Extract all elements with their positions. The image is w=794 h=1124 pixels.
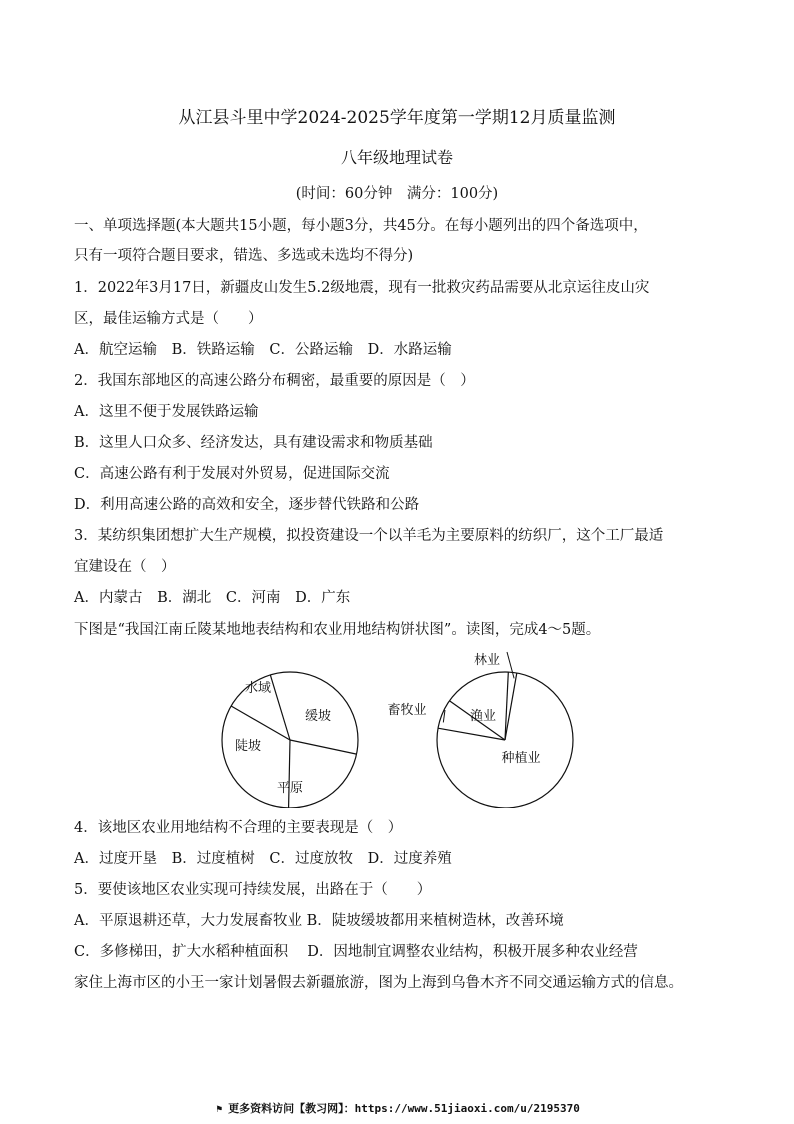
pie-charts-figure bbox=[220, 648, 580, 808]
q5-stem: 5．要使该地区农业实现可持续发展，出路在于（ ） bbox=[74, 882, 432, 898]
q3-stem-line1: 3．某纺织集团想扩大生产规模，拟投资建设一个以羊毛为主要原料的纺织厂，这个工厂最适 bbox=[74, 528, 664, 544]
q4-option-d[interactable]: D．过度养殖 bbox=[367, 851, 452, 867]
pie1-slice-label: 平原 bbox=[276, 781, 304, 796]
figure-intro: 下图是“我国江南丘陵某地地表结构和农业用地结构饼状图”。读图，完成4～5题。 bbox=[74, 622, 601, 638]
q3-option-a[interactable]: A．内蒙古 bbox=[74, 590, 143, 606]
flag-icon: ⚑ bbox=[216, 1104, 223, 1115]
q1-option-c[interactable]: C．公路运输 bbox=[269, 342, 353, 358]
q6-intro: 家住上海市区的小王一家计划暑假去新疆旅游，图为上海到乌鲁木齐不同交通运输方式的信息。 bbox=[74, 975, 683, 991]
exam-subtitle: 八年级地理试卷 bbox=[340, 148, 453, 167]
q3-stem-line2: 宜建设在（ ） bbox=[74, 559, 176, 575]
pie2-slice-label: 种植业 bbox=[501, 751, 541, 766]
pie1-slice-divider bbox=[290, 740, 357, 754]
q4-option-a[interactable]: A．过度开垦 bbox=[74, 851, 157, 867]
section-instructions-line1: 一、单项选择题(本大题共15小题，每小题3分，共45分。在每小题列出的四个备选项中， bbox=[74, 218, 648, 234]
q3-options bbox=[74, 588, 360, 608]
pie1-slice-divider bbox=[289, 740, 290, 808]
pie2-slice-label: 林业 bbox=[473, 653, 501, 668]
pie2-slice-label: 畜牧业 bbox=[387, 703, 427, 718]
q5-options-cd[interactable]: C．多修梯田，扩大水稻种植面积 D．因地制宜调整农业结构，积极开展多种农业经营 bbox=[74, 944, 638, 960]
q1-option-a[interactable]: A．航空运输 bbox=[74, 342, 157, 358]
q4-option-b[interactable]: B．过度植树 bbox=[171, 851, 255, 867]
q2-option-d[interactable]: D．利用高速公路的高效和安全，逐步替代铁路和公路 bbox=[74, 497, 420, 513]
q3-option-d[interactable]: D．广东 bbox=[295, 590, 351, 606]
footer bbox=[0, 1100, 794, 1116]
q2-stem: 2．我国东部地区的高速公路分布稠密，最重要的原因是（ ） bbox=[74, 373, 475, 389]
pie2-slice-label: 渔业 bbox=[469, 709, 497, 724]
pie1-slice-label: 水域 bbox=[244, 681, 272, 696]
q5-options-ab[interactable]: A．平原退耕还草，大力发展畜牧业 B．陡坡缓坡都用来植树造林，改善环境 bbox=[74, 913, 564, 929]
q1-option-d[interactable]: D．水路运输 bbox=[367, 342, 452, 358]
q3-option-b[interactable]: B．湖北 bbox=[157, 590, 212, 606]
pie1-slice-label: 缓坡 bbox=[304, 709, 332, 724]
q2-option-a[interactable]: A．这里不便于发展铁路运输 bbox=[74, 404, 259, 420]
q4-option-c[interactable]: C．过度放牧 bbox=[269, 851, 353, 867]
q2-option-b[interactable]: B．这里人口众多、经济发达，具有建设需求和物质基础 bbox=[74, 435, 433, 451]
q2-option-c[interactable]: C．高速公路有利于发展对外贸易，促进国际交流 bbox=[74, 466, 390, 482]
section-instructions-line2: 只有一项符合题目要求，错选、多选或未选均不得分) bbox=[74, 248, 414, 264]
exam-title: 从江县斗里中学2024-2025学年度第一学期12月质量监测 bbox=[178, 108, 616, 128]
q3-option-c[interactable]: C．河南 bbox=[225, 590, 281, 606]
pie1-slice-label: 陡坡 bbox=[234, 739, 262, 754]
q1-stem-line1: 1．2022年3月17日，新疆皮山发生5.2级地震，现有一批救灾药品需要从北京运往皮山灾 bbox=[74, 280, 650, 296]
q1-options bbox=[74, 340, 462, 360]
footer-link[interactable]: 更多资料访问【教习网】：https://www.51jiaoxi.com/u/2195370 bbox=[228, 1102, 580, 1115]
q1-stem-line2: 区，最佳运输方式是（ ） bbox=[74, 311, 263, 327]
exam-meta: (时间：60分钟 满分：100分) bbox=[295, 186, 499, 202]
q4-options bbox=[74, 849, 462, 869]
pie2-slice-divider bbox=[438, 728, 505, 740]
q4-stem: 4．该地区农业用地结构不合理的主要表现是（ ） bbox=[74, 820, 403, 836]
q1-option-b[interactable]: B．铁路运输 bbox=[171, 342, 255, 358]
